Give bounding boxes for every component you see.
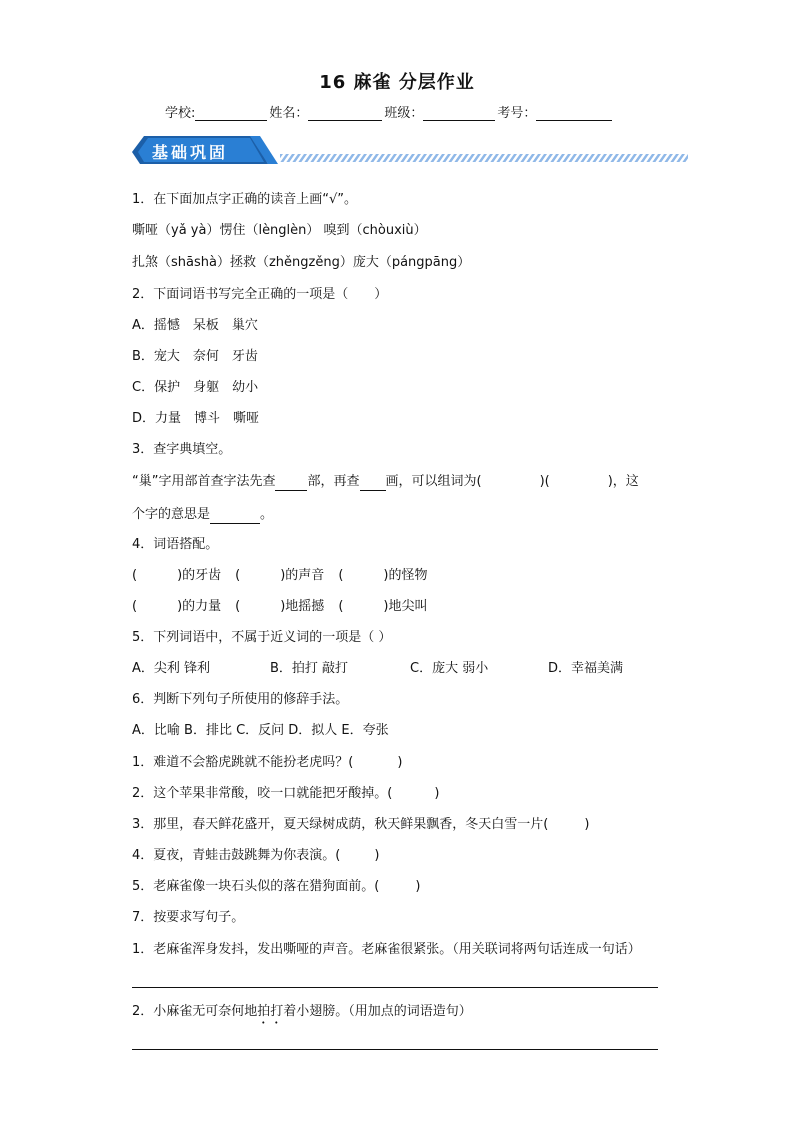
paren-close: ) bbox=[374, 848, 380, 863]
phrase-shake: )地摇撼 bbox=[280, 599, 325, 614]
q3-text-5: )，这 bbox=[607, 474, 639, 489]
q3-text-6: 个字的意思是 bbox=[132, 507, 211, 522]
q6-sentence-3 bbox=[132, 816, 589, 834]
number-blank[interactable] bbox=[536, 106, 612, 121]
school-blank[interactable] bbox=[195, 106, 267, 121]
paren-open: ( bbox=[235, 599, 241, 614]
q3-text-4: )( bbox=[539, 474, 550, 489]
q5-option-c[interactable]: C．庞大 弱小 bbox=[410, 661, 489, 676]
sentence-text: 3．那里，春天鲜花盛开，夏天绿树成荫，秋天鲜果飘香，冬天白雪一片( bbox=[132, 817, 549, 832]
q3-text-2: 部，再查 bbox=[307, 474, 360, 489]
name-label: 姓名： bbox=[269, 106, 309, 121]
q4-row2 bbox=[132, 598, 427, 616]
sentence-text: 4．夏夜，青蛙击鼓跳舞为你表演。( bbox=[132, 848, 341, 863]
number-label: 考号： bbox=[497, 106, 537, 121]
q6-options: A．比喻 B．排比 C．反问 D．拟人 E．夸张 bbox=[132, 723, 389, 738]
sentence-text: 2．小麻雀无可奈何地 bbox=[132, 1004, 258, 1019]
q6-stem: 6．判断下列句子所使用的修辞手法。 bbox=[132, 692, 349, 707]
phrase-scream: )地尖叫 bbox=[383, 599, 428, 614]
q2-option-a[interactable]: A．摇憾 呆板 巢穴 bbox=[132, 318, 258, 333]
q2-option-d[interactable]: D．力量 博斗 嘶哑 bbox=[132, 411, 260, 426]
q6-sentence-2 bbox=[132, 785, 439, 803]
radical-blank[interactable] bbox=[275, 476, 307, 491]
section-label: 基础巩固 bbox=[152, 143, 229, 162]
sentence-text: 5．老麻雀像一块石头似的落在猎狗面前。( bbox=[132, 879, 380, 894]
q3-text-3: 画，可以组词为( bbox=[385, 474, 482, 489]
sentence-text: 1．难道不会豁虎跳就不能扮老虎吗？( bbox=[132, 755, 354, 770]
answer-line-2[interactable] bbox=[132, 1049, 658, 1050]
q3-line2 bbox=[132, 506, 273, 524]
student-info-row bbox=[165, 102, 614, 121]
paren-open: ( bbox=[132, 599, 138, 614]
q5-stem: 5．下列词语中，不属于近义词的一项是（ ） bbox=[132, 630, 392, 645]
name-blank[interactable] bbox=[308, 106, 382, 121]
q2-option-c[interactable]: C．保护 身躯 幼小 bbox=[132, 380, 259, 395]
q5-option-d[interactable]: D．幸福美满 bbox=[548, 661, 624, 676]
meaning-blank[interactable] bbox=[210, 509, 260, 524]
answer-line-1[interactable] bbox=[132, 987, 658, 988]
phrase-monster: )的怪物 bbox=[383, 568, 428, 583]
class-label: 班级： bbox=[384, 106, 424, 121]
q4-stem: 4．词语搭配。 bbox=[132, 537, 219, 552]
school-label: 学校: bbox=[165, 106, 196, 121]
q7-sentence-2 bbox=[132, 1003, 472, 1027]
q2-option-b[interactable]: B．宠大 奈何 牙齿 bbox=[132, 349, 258, 364]
paren-close: ) bbox=[434, 786, 440, 801]
sentence-text: 着小翅膀。（用加点的词语造句） bbox=[283, 1004, 472, 1019]
q3-text-1: “巢”字用部首查字法先查 bbox=[132, 474, 276, 489]
paren-open: ( bbox=[338, 568, 344, 583]
q3-stem: 3．查字典填空。 bbox=[132, 442, 232, 457]
paren-close: ) bbox=[415, 879, 421, 894]
q1-line2: 扎煞（shāshà）拯救（zhěngzěng）庞大（pángpāng） bbox=[132, 255, 471, 270]
paren-open: ( bbox=[338, 599, 344, 614]
q1-stem: 1．在下面加点字正确的读音上画“√”。 bbox=[132, 192, 358, 207]
page-title: 16 麻雀 分层作业 bbox=[319, 72, 475, 93]
stroke-blank[interactable] bbox=[360, 476, 386, 491]
q7-stem: 7．按要求写句子。 bbox=[132, 910, 245, 925]
sentence-text: 2．这个苹果非常酸，咬一口就能把牙酸掉。( bbox=[132, 786, 393, 801]
q6-sentence-1 bbox=[132, 754, 402, 772]
q5-option-a[interactable]: A．尖利 锋利 bbox=[132, 661, 211, 676]
paren-open: ( bbox=[132, 568, 138, 583]
q1-line1: 嘶哑（yǎ yà）愣住（lènglèn） 嗅到（chòuxiù） bbox=[132, 223, 427, 238]
phrase-teeth: )的牙齿 bbox=[177, 568, 222, 583]
phrase-voice: )的声音 bbox=[280, 568, 325, 583]
q6-sentence-5 bbox=[132, 878, 420, 896]
q4-row1 bbox=[132, 567, 427, 585]
q7-sentence-1: 1．老麻雀浑身发抖，发出嘶哑的声音。老麻雀很紧张。（用关联词将两句话连成一句话） bbox=[132, 942, 641, 957]
paren-close: ) bbox=[584, 817, 590, 832]
phrase-strength: )的力量 bbox=[177, 599, 222, 614]
class-blank[interactable] bbox=[423, 106, 495, 121]
q6-sentence-4 bbox=[132, 847, 379, 865]
q5-option-b[interactable]: B．拍打 敲打 bbox=[270, 661, 349, 676]
q2-stem: 2．下面词语书写完全正确的一项是（ ） bbox=[132, 287, 388, 302]
dotted-word: 拍打 bbox=[257, 1004, 284, 1019]
paren-close: ) bbox=[397, 755, 403, 770]
q3-line1 bbox=[132, 473, 639, 491]
q3-text-7: 。 bbox=[260, 507, 274, 522]
paren-open: ( bbox=[235, 568, 241, 583]
